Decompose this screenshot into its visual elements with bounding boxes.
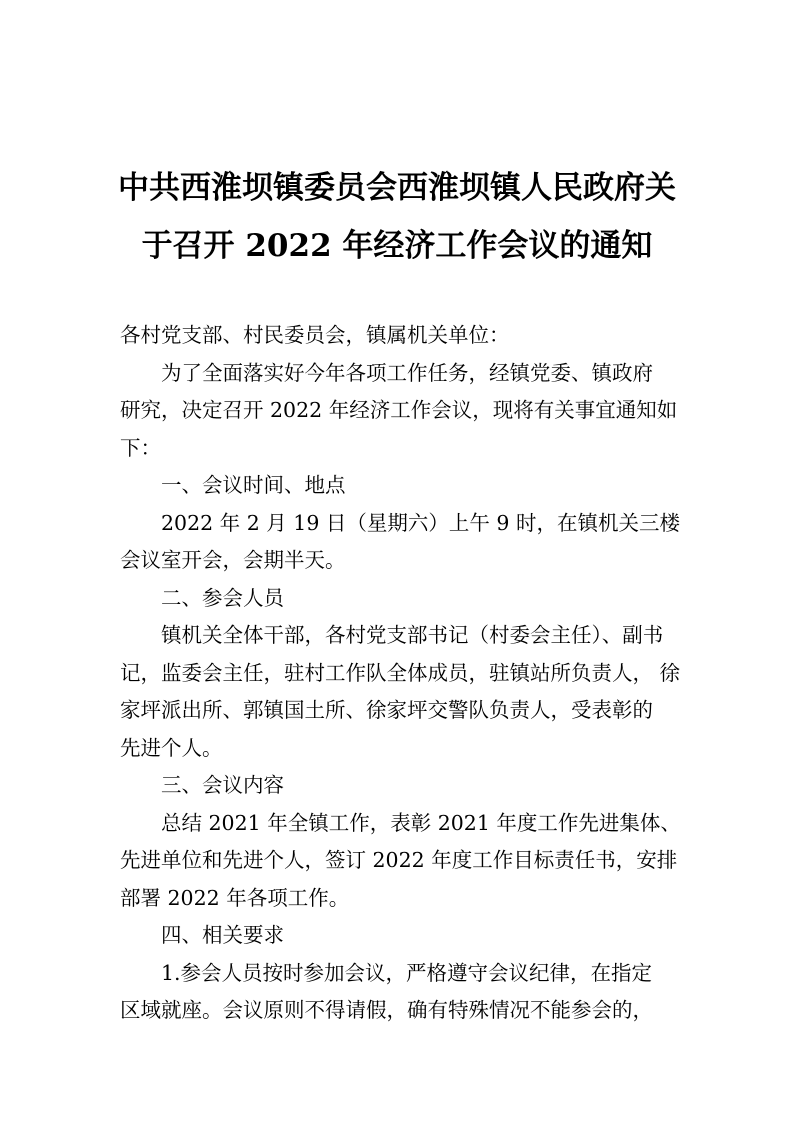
document-title-line-1: 中共西淮坝镇委员会西淮坝镇人民政府关 [118, 170, 676, 206]
paragraph-line: 家坪派出所、郭镇国土所、徐家坪交警队负责人，受表彰的 [120, 698, 653, 722]
paragraph-line: 1.参会人员按时参加会议，严格遵守会议纪律，在指定 [161, 960, 653, 985]
paragraph-line: 下： [120, 435, 161, 460]
section-heading: 三、会议内容 [161, 773, 284, 797]
salutation: 各村党支部、村民委员会，镇属机关单位： [120, 323, 510, 347]
section-heading: 二、参会人员 [161, 585, 284, 610]
paragraph-line: 总结 2021 年全镇工作，表彰 2021 年度工作先进集体、 [161, 810, 681, 835]
document-title-line-2: 于召开 2022 年经济工作会议的通知 [141, 228, 653, 264]
section-heading: 四、相关要求 [161, 923, 284, 947]
paragraph-line: 研究，决定召开 2022 年经济工作会议，现将有关事宜通知如 [120, 398, 678, 422]
paragraph-line: 会议室开会，会期半天。 [120, 548, 346, 572]
paragraph-line: 区域就座。会议原则不得请假，确有特殊情况不能参会的， [120, 998, 653, 1022]
paragraph-line: 2022 年 2 月 19 日（星期六）上午 9 时，在镇机关三楼 [161, 510, 680, 535]
paragraph-line: 先进单位和先进个人，签订 2022 年度工作目标责任书，安排 [120, 848, 678, 872]
paragraph-line: 镇机关全体干部，各村党支部书记（村委会主任）、副书 [161, 623, 664, 647]
paragraph-line: 为了全面落实好今年各项工作任务，经镇党委、镇政府 [161, 360, 653, 385]
paragraph-line: 先进个人。 [120, 735, 223, 760]
document-body [120, 317, 695, 1030]
section-heading: 一、会议时间、地点 [161, 473, 346, 497]
paragraph-line: 记，监委会主任，驻村工作队全体成员，驻镇站所负责人， 徐 [120, 660, 681, 685]
paragraph-line: 部署 2022 年各项工作。 [120, 885, 350, 910]
